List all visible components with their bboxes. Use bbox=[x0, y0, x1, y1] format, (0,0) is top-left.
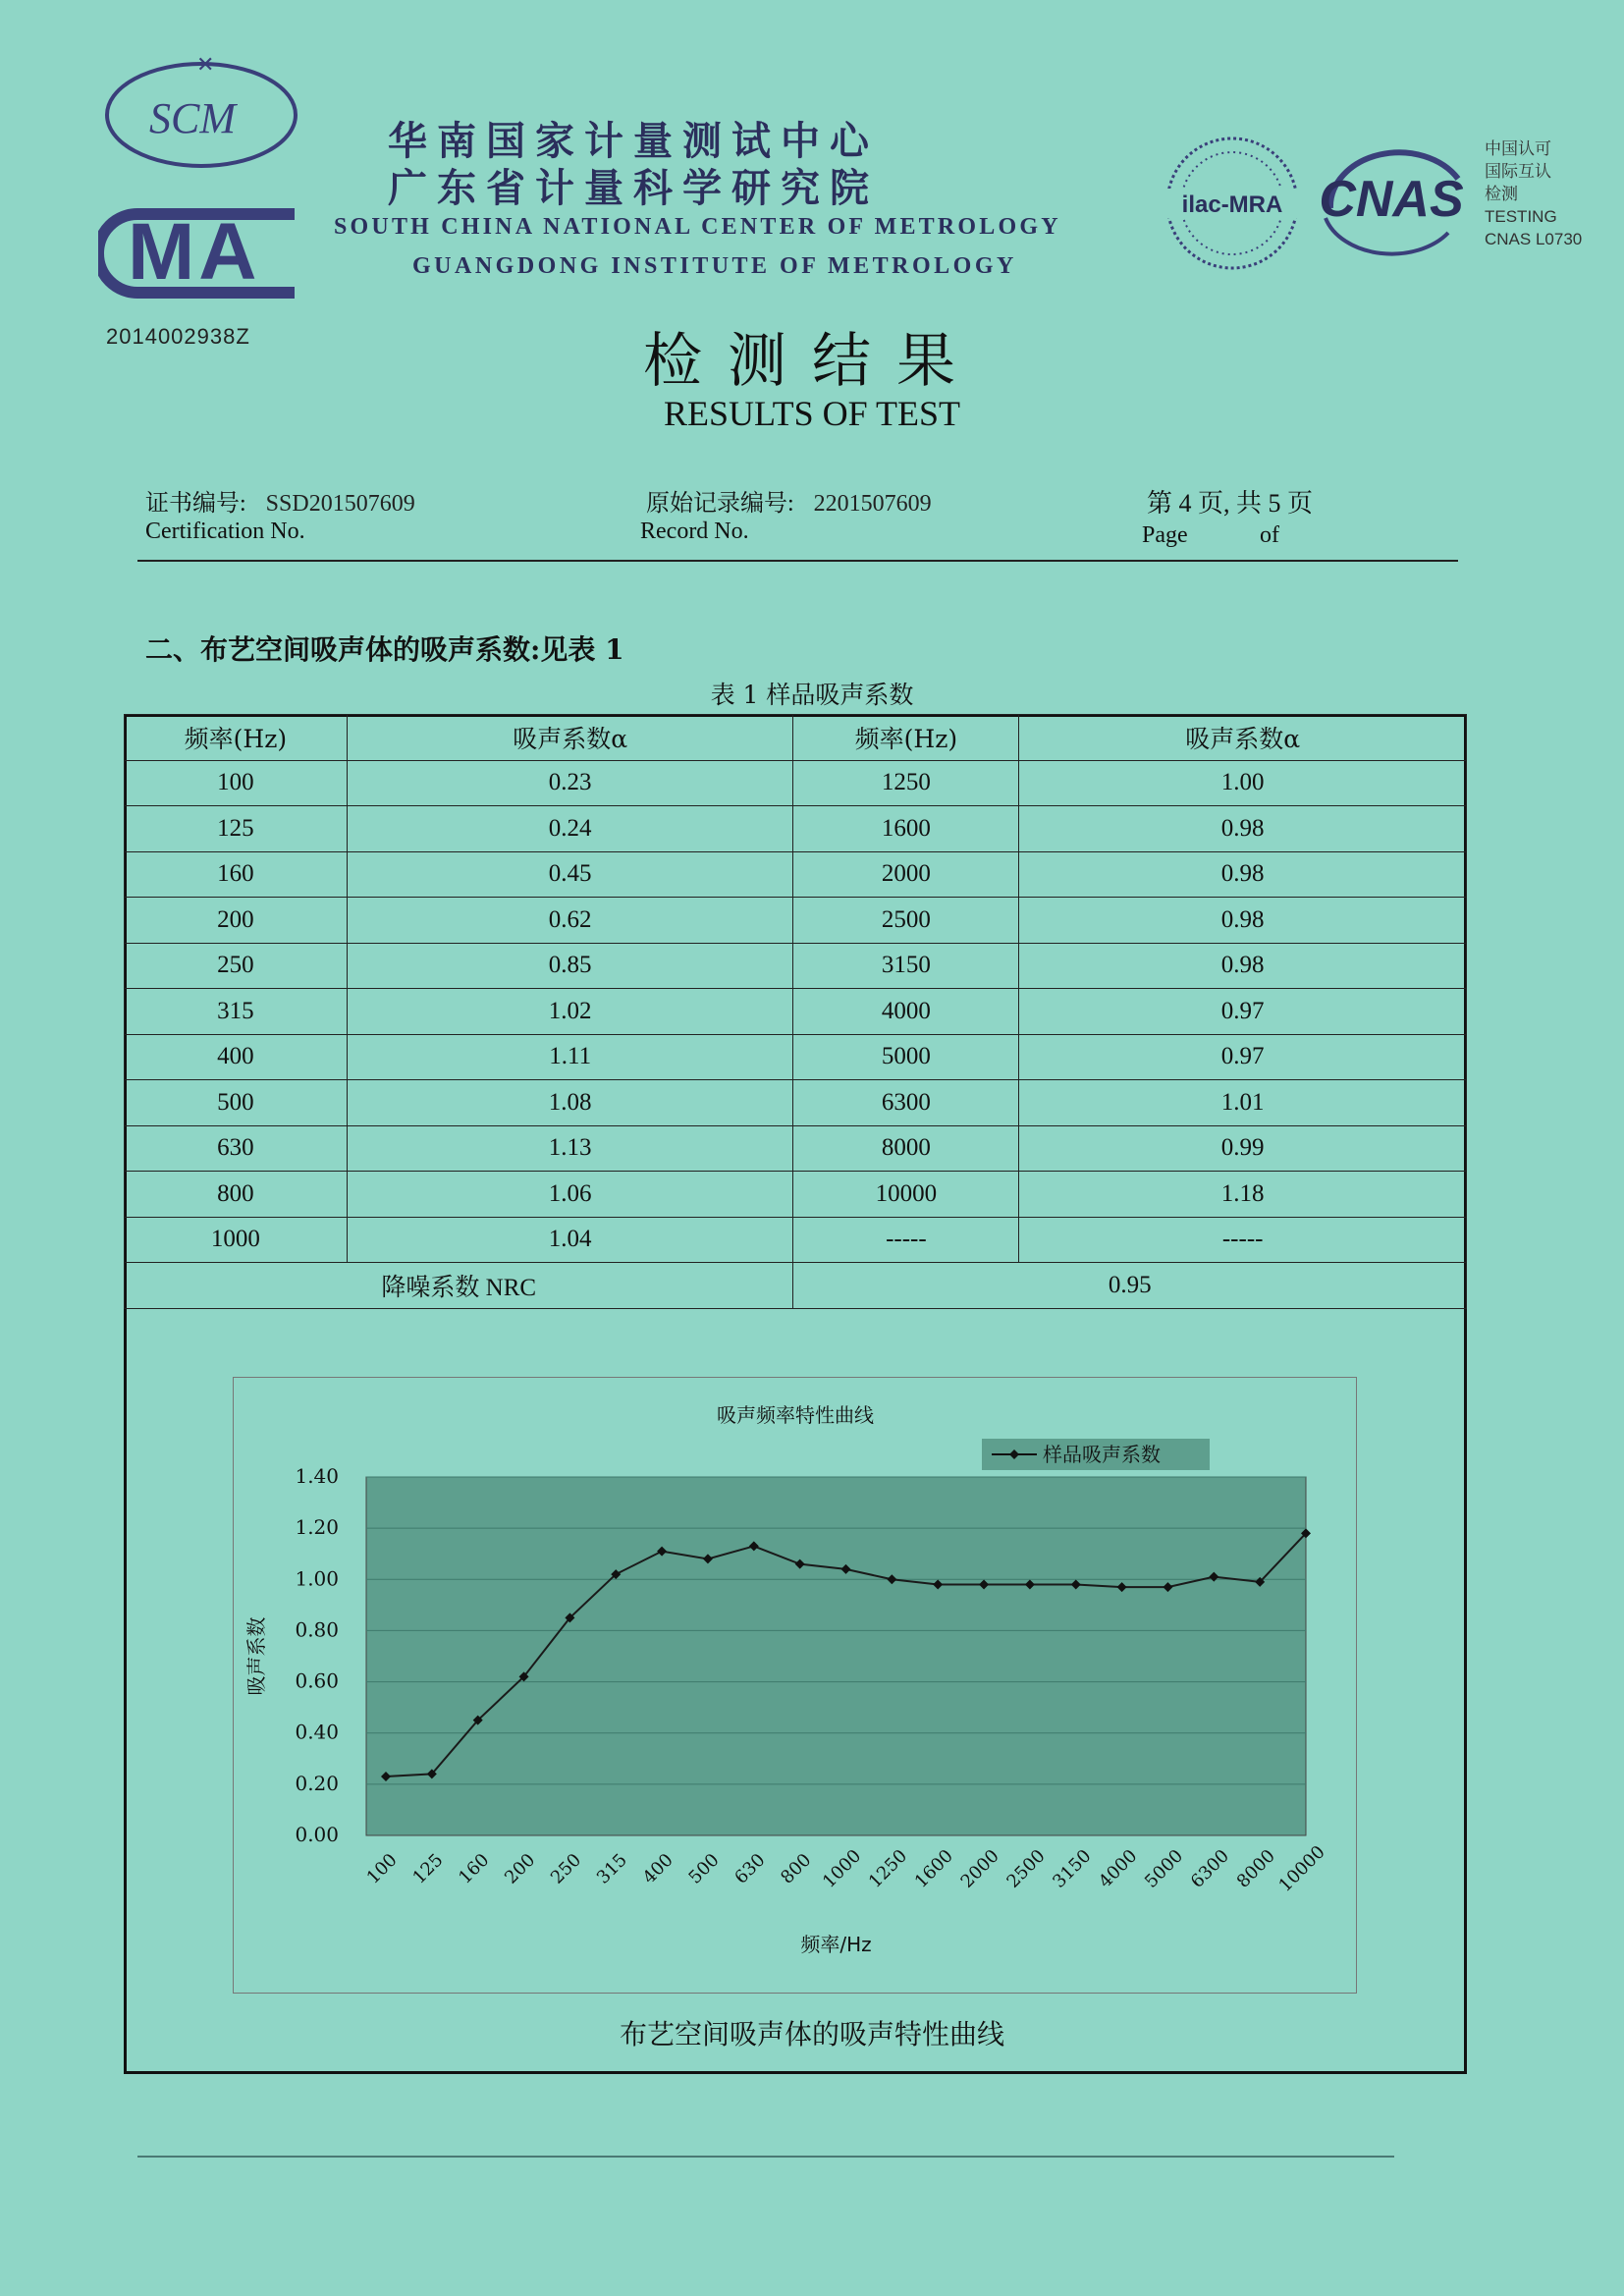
table-caption: 表 1 样品吸声系数 bbox=[710, 681, 914, 709]
cert-label-cn: 证书编号: bbox=[145, 491, 246, 517]
org-name-en-2: GUANGDONG INSTITUTE OF METROLOGY bbox=[412, 253, 1017, 279]
x-tick-label: 630 bbox=[731, 1849, 770, 1888]
cell-coefficient: 1.18 bbox=[1019, 1172, 1467, 1218]
cnas-note-line: 检测 bbox=[1485, 185, 1518, 203]
x-tick-label: 100 bbox=[362, 1849, 402, 1888]
cell-frequency: 250 bbox=[125, 943, 348, 989]
meta-divider bbox=[137, 560, 1458, 562]
cnas-note-line: CNAS L0730 bbox=[1485, 230, 1583, 248]
table-row bbox=[125, 1125, 1467, 1172]
table-row bbox=[125, 851, 1467, 898]
title-en: RESULTS OF TEST bbox=[663, 394, 961, 433]
cell-frequency: 200 bbox=[125, 898, 348, 944]
x-tick-label: 8000 bbox=[1232, 1845, 1279, 1892]
x-tick-label: 2500 bbox=[1002, 1845, 1050, 1892]
chart-caption: 布艺空间吸声体的吸声特性曲线 bbox=[619, 2018, 1004, 2050]
scm-logo bbox=[98, 54, 304, 172]
x-tick-label: 315 bbox=[592, 1849, 631, 1888]
record-label-cn: 原始记录编号: bbox=[646, 491, 794, 517]
cell-coefficient: 0.98 bbox=[1019, 898, 1467, 944]
title-cn: 检测结果 bbox=[643, 327, 981, 396]
scm-logo-text: SCM bbox=[149, 94, 236, 142]
cell-coefficient: 0.98 bbox=[1019, 851, 1467, 898]
ilac-logo-text: ilac-MRA bbox=[1181, 191, 1283, 218]
cnas-note-line: 国际互认 bbox=[1485, 162, 1551, 181]
cell-frequency: ----- bbox=[793, 1217, 1019, 1263]
plot-area bbox=[366, 1477, 1306, 1835]
page-label-en: Page bbox=[1142, 522, 1188, 548]
cnas-note-line: 中国认可 bbox=[1485, 139, 1551, 158]
cma-logo bbox=[98, 206, 304, 300]
table-row bbox=[125, 1080, 1467, 1126]
cell-frequency: 10000 bbox=[793, 1172, 1019, 1218]
cell-coefficient: 0.24 bbox=[347, 806, 793, 852]
x-tick-label: 1600 bbox=[910, 1845, 957, 1892]
table-row bbox=[125, 1172, 1467, 1218]
nrc-value: 0.95 bbox=[793, 1263, 1467, 1309]
cell-coefficient: 1.02 bbox=[347, 989, 793, 1035]
cell-coefficient: 0.62 bbox=[347, 898, 793, 944]
section-heading: 二、布艺空间吸声体的吸声系数:见表 1 bbox=[145, 633, 624, 666]
cell-frequency: 800 bbox=[125, 1172, 348, 1218]
cell-frequency: 8000 bbox=[793, 1125, 1019, 1172]
x-tick-label: 6300 bbox=[1186, 1845, 1234, 1892]
cell-coefficient: 1.08 bbox=[347, 1080, 793, 1126]
header-coefficient: 吸声系数α bbox=[1019, 715, 1467, 761]
record-value: 2201507609 bbox=[813, 491, 932, 517]
y-tick-label: 1.40 bbox=[295, 1464, 339, 1488]
table-row bbox=[125, 806, 1467, 852]
cell-frequency: 6300 bbox=[793, 1080, 1019, 1126]
x-tick-label: 5000 bbox=[1140, 1845, 1188, 1892]
y-tick-label: 1.00 bbox=[295, 1566, 339, 1591]
cell-coefficient: 0.98 bbox=[1019, 943, 1467, 989]
cma-code: 2014002938Z bbox=[106, 324, 250, 349]
chart-title: 吸声频率特性曲线 bbox=[717, 1403, 874, 1427]
x-axis-label: 频率/Hz bbox=[800, 1933, 872, 1956]
absorption-table bbox=[124, 714, 1467, 1309]
cell-coefficient: 0.45 bbox=[347, 851, 793, 898]
table-row bbox=[125, 898, 1467, 944]
y-tick-label: 1.20 bbox=[295, 1515, 339, 1540]
footer-divider bbox=[137, 2156, 1394, 2158]
cnas-note-line: TESTING bbox=[1485, 207, 1557, 226]
ilac-logo bbox=[1159, 130, 1306, 277]
org-name-cn-2: 广东省计量科学研究院 bbox=[388, 166, 879, 211]
x-tick-label: 1250 bbox=[864, 1845, 912, 1892]
cma-logo-text: MA bbox=[128, 207, 261, 297]
table-row bbox=[125, 760, 1467, 806]
of-label-en: of bbox=[1260, 522, 1279, 548]
cell-coefficient: 0.97 bbox=[1019, 989, 1467, 1035]
cert-no bbox=[145, 483, 415, 518]
cell-coefficient: 1.01 bbox=[1019, 1080, 1467, 1126]
cell-coefficient: ----- bbox=[1019, 1217, 1467, 1263]
cell-frequency: 315 bbox=[125, 989, 348, 1035]
cell-frequency: 2000 bbox=[793, 851, 1019, 898]
page-number-cn: 第 4 页, 共 5 页 bbox=[1147, 489, 1314, 518]
x-tick-label: 800 bbox=[777, 1849, 816, 1888]
x-tick-label: 200 bbox=[501, 1849, 540, 1888]
cell-frequency: 1250 bbox=[793, 760, 1019, 806]
org-name-en-1: SOUTH CHINA NATIONAL CENTER OF METROLOGY bbox=[334, 214, 1061, 240]
y-axis-label: 吸声系数 bbox=[244, 1616, 268, 1696]
header-frequency: 频率(Hz) bbox=[125, 715, 348, 761]
cell-frequency: 100 bbox=[125, 760, 348, 806]
cell-frequency: 500 bbox=[125, 1080, 348, 1126]
nrc-label: 降噪系数 NRC bbox=[125, 1263, 793, 1309]
x-tick-label: 2000 bbox=[956, 1845, 1003, 1892]
y-tick-label: 0.80 bbox=[295, 1617, 339, 1642]
cell-frequency: 630 bbox=[125, 1125, 348, 1172]
x-tick-label: 160 bbox=[455, 1849, 494, 1888]
cnas-note bbox=[1485, 137, 1582, 250]
cell-frequency: 125 bbox=[125, 806, 348, 852]
cell-frequency: 2500 bbox=[793, 898, 1019, 944]
y-tick-label: 0.60 bbox=[295, 1668, 339, 1693]
cell-coefficient: 1.13 bbox=[347, 1125, 793, 1172]
x-tick-label: 125 bbox=[408, 1849, 448, 1888]
svg-text:✕: ✕ bbox=[196, 54, 215, 78]
org-name-cn-1: 华南国家计量测试中心 bbox=[388, 119, 879, 164]
table-header-row bbox=[125, 715, 1467, 761]
cell-coefficient: 0.23 bbox=[347, 760, 793, 806]
x-tick-label: 4000 bbox=[1095, 1845, 1142, 1892]
y-tick-label: 0.20 bbox=[295, 1771, 339, 1795]
cell-coefficient: 0.97 bbox=[1019, 1034, 1467, 1080]
cell-frequency: 5000 bbox=[793, 1034, 1019, 1080]
x-tick-label: 1000 bbox=[818, 1845, 866, 1892]
x-tick-label: 3150 bbox=[1049, 1845, 1096, 1892]
cell-coefficient: 1.06 bbox=[347, 1172, 793, 1218]
absorption-chart bbox=[234, 1378, 1358, 1995]
cell-coefficient: 0.85 bbox=[347, 943, 793, 989]
cnas-logo-text: CNAS bbox=[1319, 171, 1464, 228]
cell-coefficient: 1.11 bbox=[347, 1034, 793, 1080]
table-row bbox=[125, 1034, 1467, 1080]
cell-frequency: 4000 bbox=[793, 989, 1019, 1035]
table-row bbox=[125, 989, 1467, 1035]
header-coefficient: 吸声系数α bbox=[347, 715, 793, 761]
cell-frequency: 160 bbox=[125, 851, 348, 898]
x-tick-label: 400 bbox=[638, 1849, 677, 1888]
cell-coefficient: 0.99 bbox=[1019, 1125, 1467, 1172]
header-frequency: 频率(Hz) bbox=[793, 715, 1019, 761]
legend-label: 样品吸声系数 bbox=[1043, 1443, 1161, 1466]
x-tick-label: 10000 bbox=[1274, 1841, 1329, 1896]
cert-value: SSD201507609 bbox=[265, 491, 415, 517]
nrc-row bbox=[125, 1263, 1467, 1309]
cnas-swoosh-icon bbox=[1311, 139, 1473, 257]
x-tick-label: 500 bbox=[684, 1849, 724, 1888]
y-tick-label: 0.40 bbox=[295, 1720, 339, 1744]
chart-frame bbox=[233, 1377, 1357, 1994]
cell-coefficient: 1.04 bbox=[347, 1217, 793, 1263]
cell-frequency: 1000 bbox=[125, 1217, 348, 1263]
cell-coefficient: 0.98 bbox=[1019, 806, 1467, 852]
y-tick-label: 0.00 bbox=[295, 1823, 339, 1846]
cell-coefficient: 1.00 bbox=[1019, 760, 1467, 806]
cell-frequency: 400 bbox=[125, 1034, 348, 1080]
cell-frequency: 1600 bbox=[793, 806, 1019, 852]
table-row bbox=[125, 1217, 1467, 1263]
table-row bbox=[125, 943, 1467, 989]
x-tick-label: 250 bbox=[546, 1849, 586, 1888]
ilac-globe-icon bbox=[1159, 130, 1306, 277]
cnas-logo bbox=[1311, 139, 1473, 257]
cert-label-en: Certification No. bbox=[145, 519, 305, 544]
cell-frequency: 3150 bbox=[793, 943, 1019, 989]
record-no bbox=[646, 483, 932, 518]
record-label-en: Record No. bbox=[640, 519, 749, 544]
